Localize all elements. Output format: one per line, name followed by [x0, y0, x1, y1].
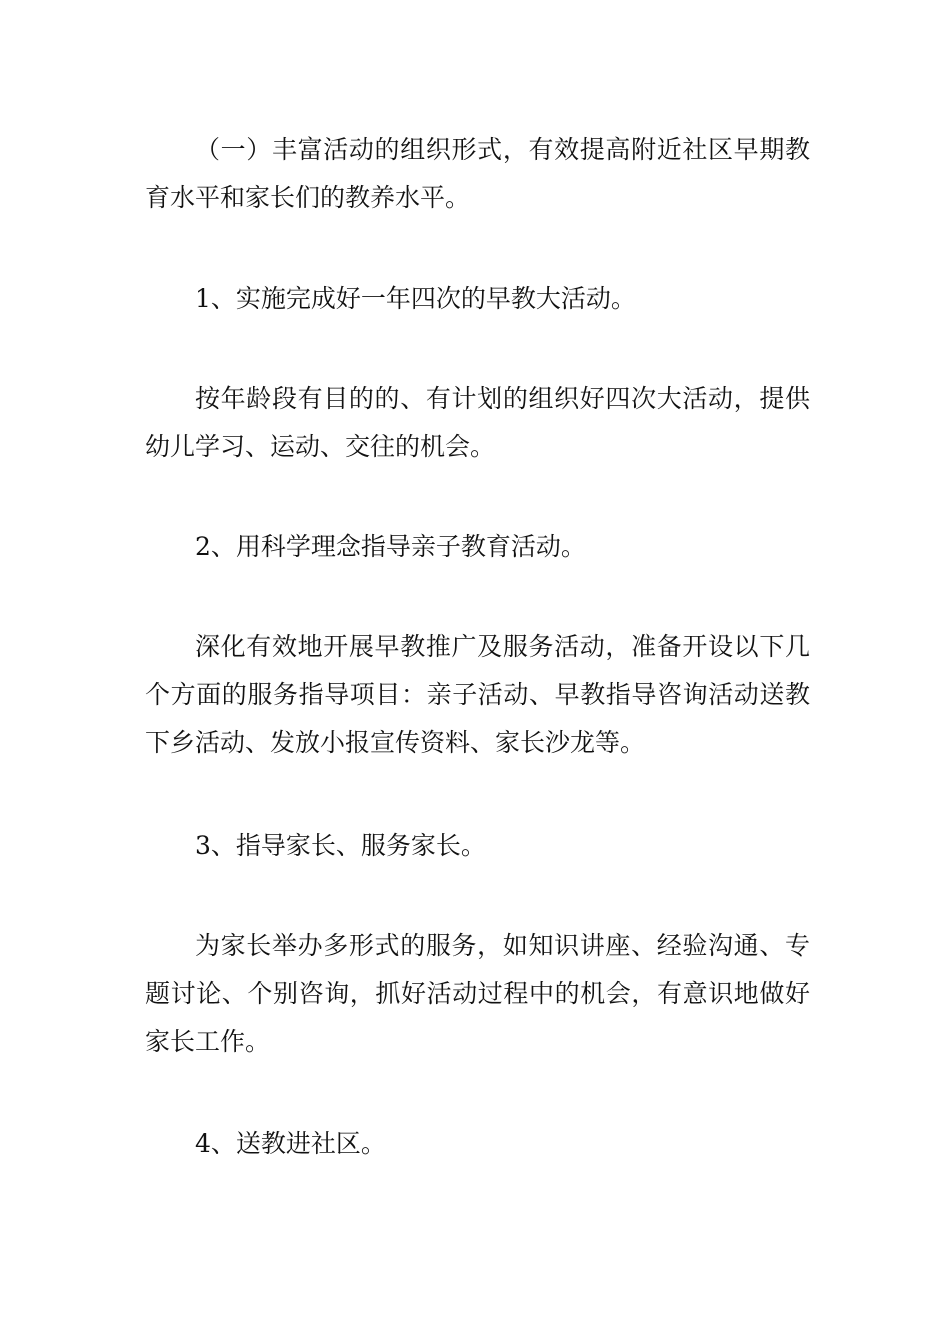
item-2-body-paragraph: 深化有效地开展早教推广及服务活动，准备开设以下几个方面的服务指导项目：亲子活动、早教指导咨询活动送教下乡活动、发放小报宣传资料、家长沙龙等。: [145, 632, 810, 757]
item-2-heading: 2、用科学理念指导亲子教育活动。: [195, 532, 586, 561]
item-4-heading: 4、送教进社区。: [195, 1129, 386, 1158]
item-3-body-paragraph: 为家长举办多形式的服务，如知识讲座、经验沟通、专题讨论、个别咨询，抓好活动过程中的机会，有意识地做好家长工作。: [145, 931, 810, 1056]
item-1-body-paragraph: 按年龄段有目的的、有计划的组织好四次大活动，提供幼儿学习、运动、交往的机会。: [145, 384, 810, 461]
item-1-heading: 1、实施完成好一年四次的早教大活动。: [195, 284, 636, 313]
item-3-heading: 3、指导家长、服务家长。: [195, 831, 486, 860]
section-heading-paragraph: （一）丰富活动的组织形式，有效提高附近社区早期教育水平和家长们的教养水平。: [145, 135, 810, 212]
